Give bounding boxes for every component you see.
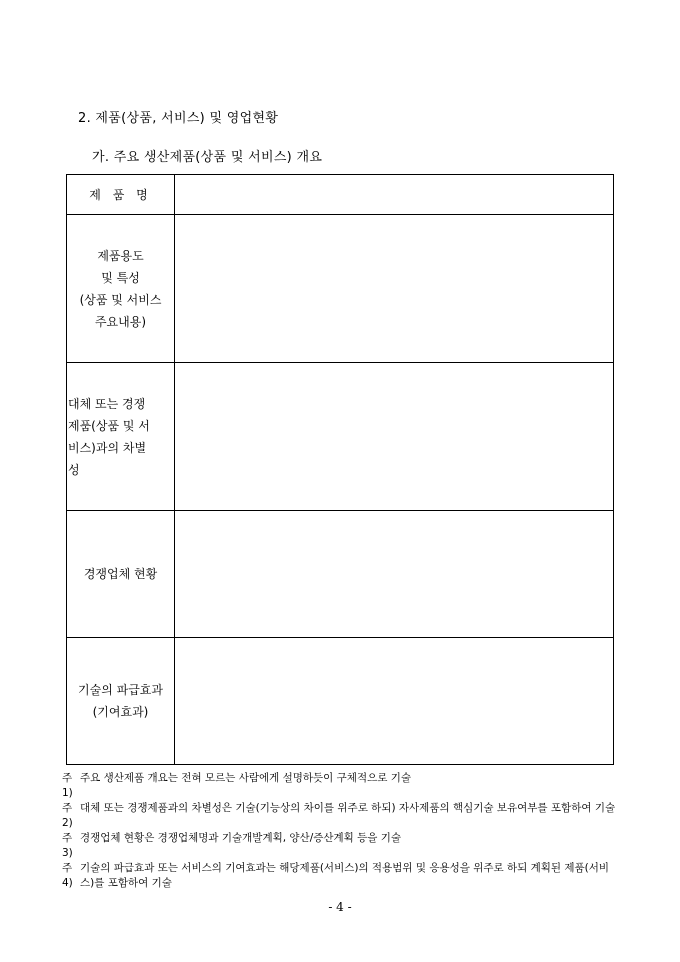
value-product-usage[interactable] <box>175 215 614 363</box>
label-line: 및 특성 <box>101 270 140 285</box>
footnote <box>62 771 622 801</box>
footnote <box>62 801 622 831</box>
section-title: 2. 제품(상품, 서비스) 및 영업현황 <box>78 111 279 126</box>
label-line: 제품용도 <box>97 248 144 263</box>
footnote-text: 대체 또는 경쟁제품과의 차별성은 기술(기능상의 차이를 위주로 하되) 자사제품의 핵심기술 보유여부를 포함하여 기술 <box>80 802 616 814</box>
label-line: 성 <box>68 462 80 477</box>
value-competitors[interactable] <box>175 511 614 638</box>
table-row-product-usage <box>67 215 614 363</box>
label-product-name <box>67 175 175 215</box>
value-ripple-effect[interactable] <box>175 638 614 765</box>
label-line: 제품(상품 및 서 <box>68 418 150 433</box>
table-row-ripple-effect <box>67 638 614 765</box>
value-differentiation[interactable] <box>175 363 614 511</box>
table-row-competitors <box>67 511 614 638</box>
footnote-number: 주3) <box>62 832 73 859</box>
label-line: (상품 및 서비스 <box>79 292 162 307</box>
label-line: (기여효과) <box>92 705 149 719</box>
label-line: 주요내용) <box>94 314 147 329</box>
footnote-text: 경쟁업체 현황은 경쟁업체명과 기술개발계획, 양산/증산계획 등을 기술 <box>80 832 402 844</box>
footnote-number: 주1) <box>62 772 73 799</box>
label-line: 기술의 파급효과 <box>78 683 163 697</box>
footnote-number: 주2) <box>62 802 73 829</box>
label-line: 제 품 명 <box>89 187 152 202</box>
footnote-number: 주4) <box>62 862 73 889</box>
table-row-differentiation <box>67 363 614 511</box>
value-product-name[interactable] <box>175 175 614 215</box>
label-line: 대체 또는 경쟁 <box>68 396 146 411</box>
product-overview-table <box>66 174 614 765</box>
label-competitors <box>67 511 175 638</box>
label-differentiation <box>67 363 175 511</box>
label-line: 경쟁업체 현황 <box>83 567 158 581</box>
subsection-title: 가. 주요 생산제품(상품 및 서비스) 개요 <box>92 150 323 165</box>
footnote <box>62 861 622 891</box>
label-ripple-effect <box>67 638 175 765</box>
label-product-usage <box>67 215 175 363</box>
footnote-text: 기술의 파급효과 또는 서비스의 기여효과는 해당제품(서비스)의 적용범위 및 응용성을 위주로 하되 계획된 제품(서비스)를 포함하여 기술 <box>80 862 610 889</box>
page-number: - 4 - <box>328 900 352 914</box>
table-row-product-name <box>67 175 614 215</box>
footnote <box>62 831 622 861</box>
footnote-text: 주요 생산제품 개요는 전혀 모르는 사람에게 설명하듯이 구체적으로 기술 <box>80 772 411 784</box>
footnotes <box>62 771 622 891</box>
label-line: 비스)과의 차별 <box>68 440 147 455</box>
